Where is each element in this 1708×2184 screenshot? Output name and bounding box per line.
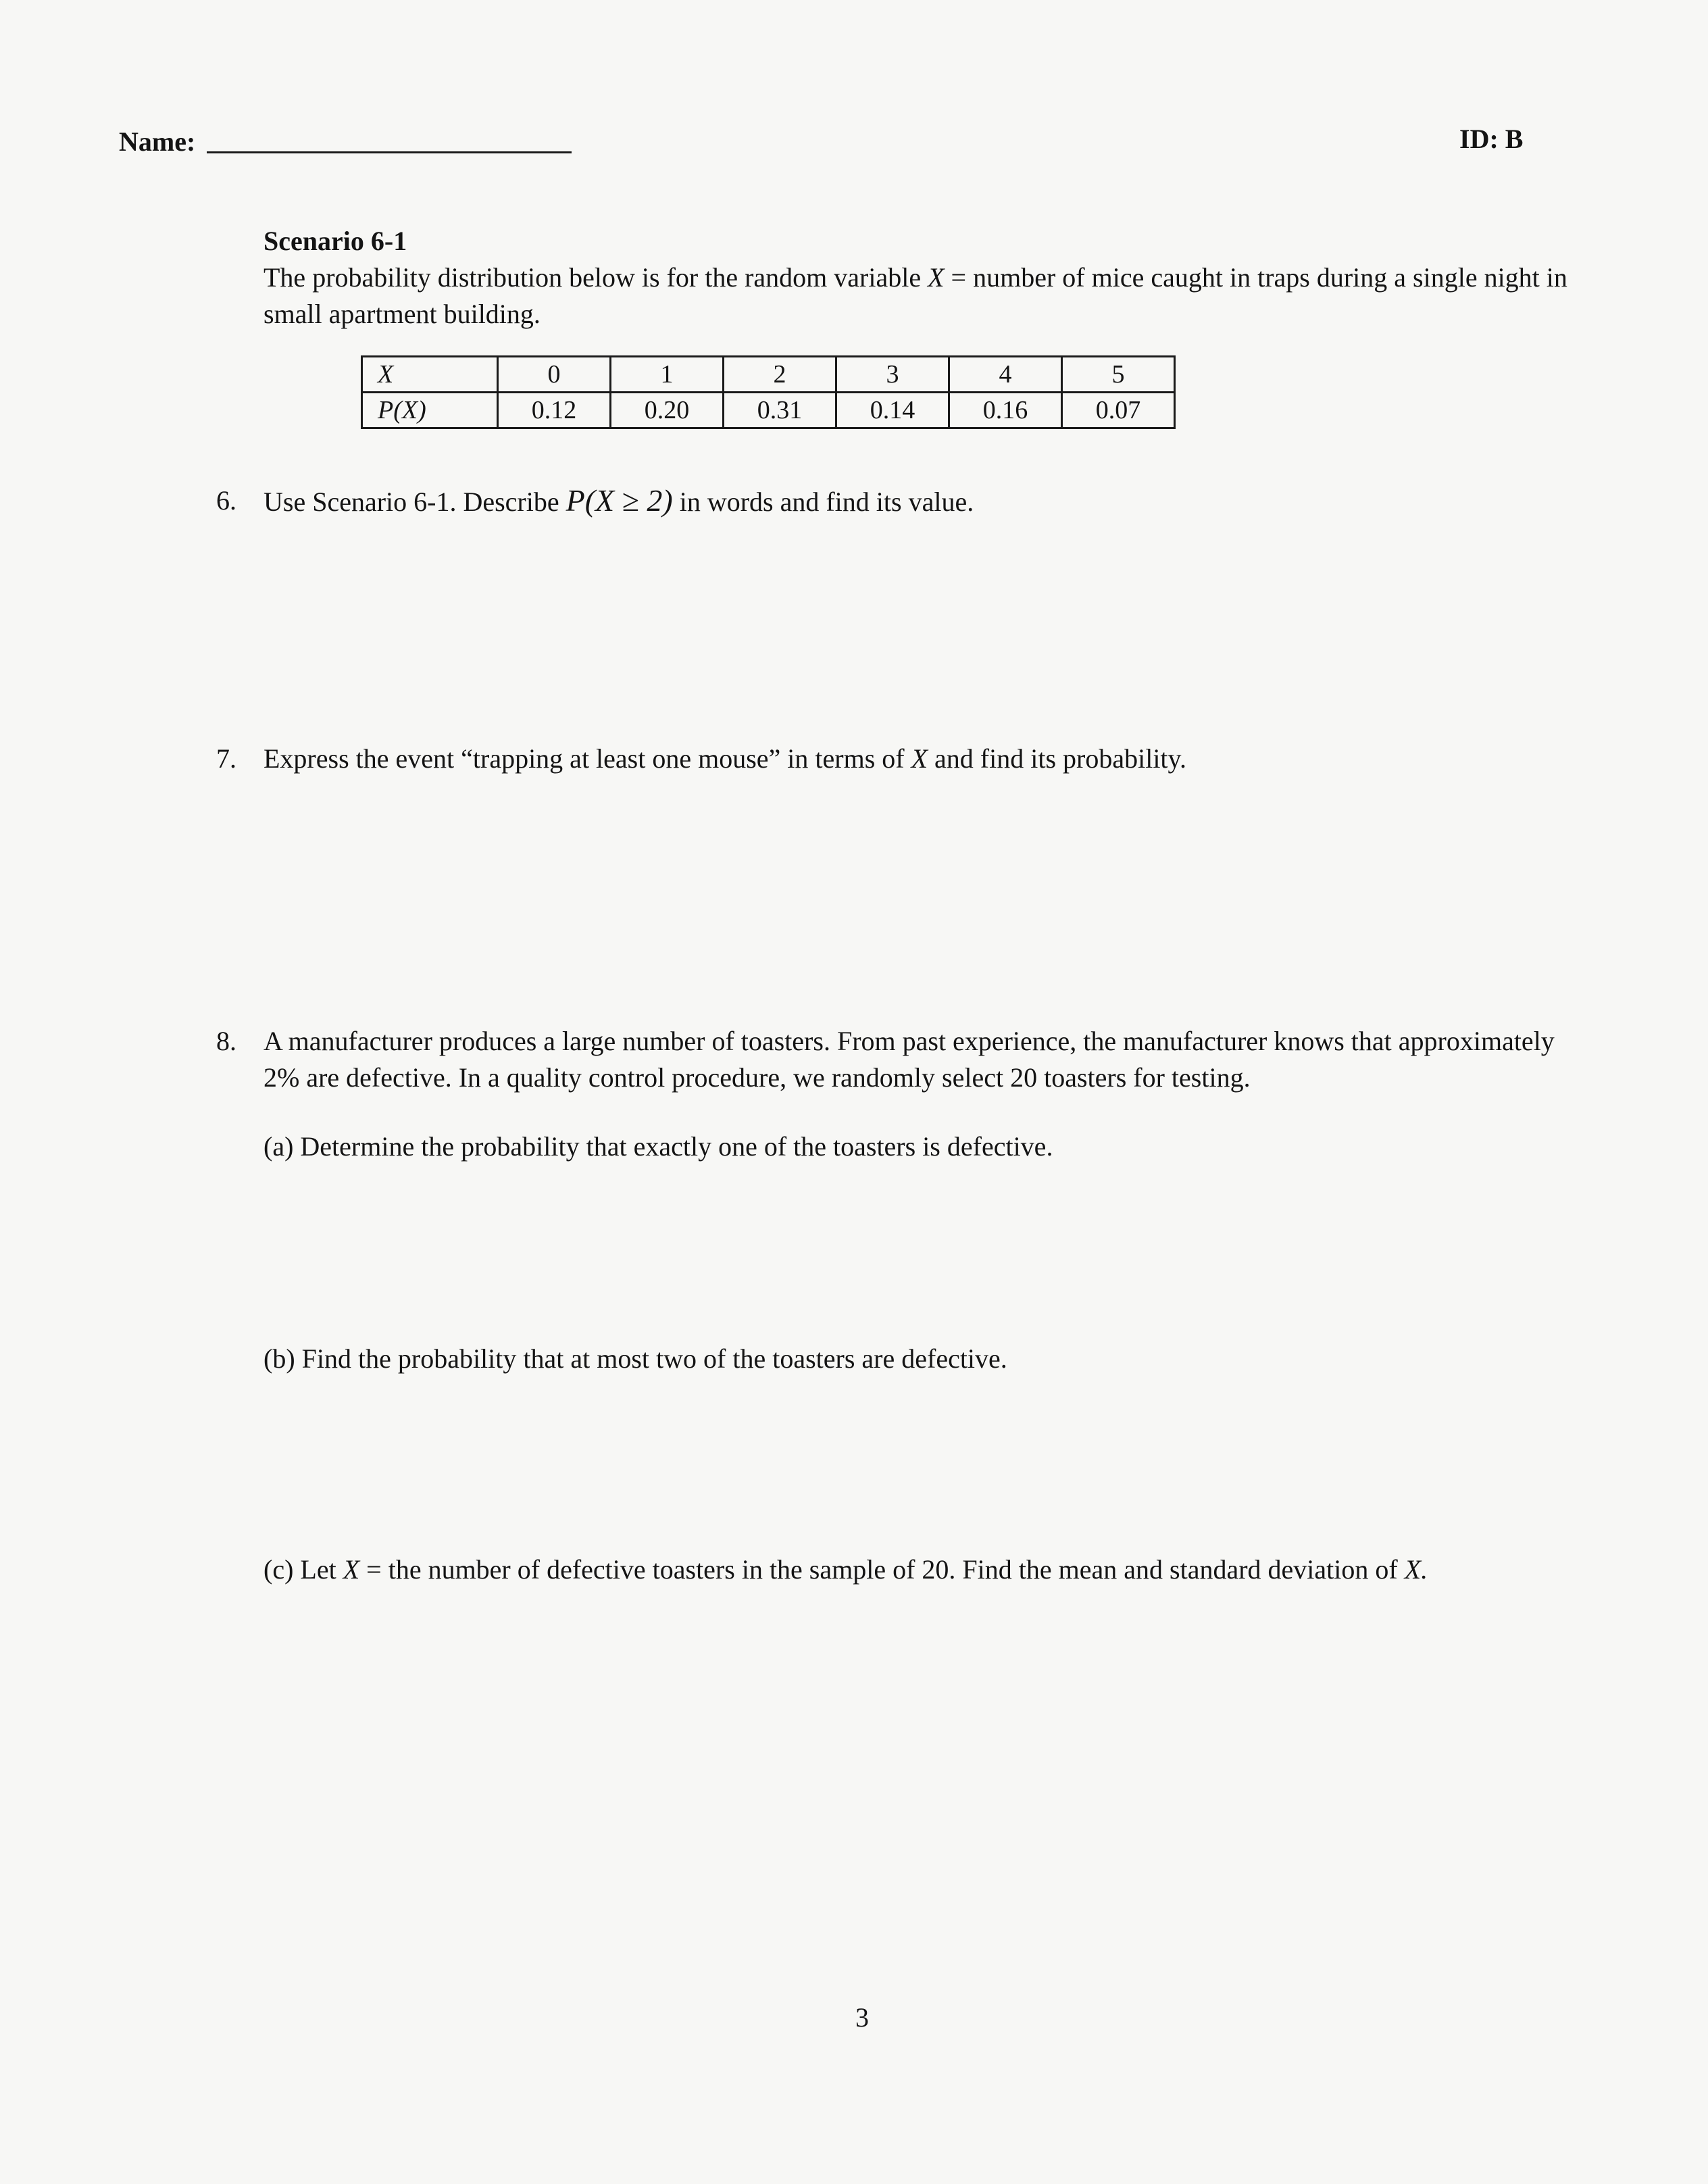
table-cell-p: 0.16	[949, 393, 1062, 428]
table-cell-x: 3	[836, 357, 949, 393]
q6-text-after: in words and find its value.	[679, 487, 974, 517]
scenario-block	[263, 223, 1581, 332]
id-label: ID: B	[1459, 124, 1524, 154]
question-8-number: 8.	[216, 1026, 236, 1056]
q7-variable: X	[911, 743, 928, 774]
scenario-text-part1: The probability distribution below is for the random variable	[263, 262, 922, 293]
table-cell-p: 0.12	[498, 393, 611, 428]
table-cell-x: 1	[611, 357, 724, 393]
scenario-description	[263, 259, 1581, 332]
table-cell-x: 0	[498, 357, 611, 393]
scenario-text-part2: = number of mice caught in traps during a single night in small apartment building.	[263, 262, 1567, 329]
table-row-label: P(X)	[362, 393, 498, 428]
question-8-text: A manufacturer produces a large number of toasters. From past experience, the manufacturer knows that approximately 2% are defective. In a quality control procedure, we randomly select 20 toasters for testing.	[263, 1026, 1555, 1093]
table-row-x	[362, 357, 1175, 393]
q7-text-before: Express the event “trapping at least one mouse” in terms of	[263, 743, 905, 774]
table-cell-x: 2	[724, 357, 836, 393]
q6-text-before: Use Scenario 6-1. Describe	[263, 487, 559, 517]
scenario-variable: X	[928, 262, 945, 293]
table-cell-p: 0.14	[836, 393, 949, 428]
question-6-text	[263, 482, 974, 520]
question-8-part-a: (a) Determine the probability that exactly one of the toasters is defective.	[263, 1131, 1053, 1162]
q6-expression: P(X ≥ 2)	[566, 483, 673, 518]
scenario-title: Scenario 6-1	[263, 226, 407, 256]
probability-distribution-table	[361, 355, 1176, 429]
question-6-number: 6.	[216, 485, 236, 516]
question-7-number: 7.	[216, 743, 236, 774]
table-cell-p: 0.20	[611, 393, 724, 428]
name-blank-line	[207, 151, 572, 153]
page-number: 3	[855, 2002, 869, 2033]
table-cell-x: 4	[949, 357, 1062, 393]
table-cell-x: 5	[1062, 357, 1175, 393]
q8c-variable: X	[343, 1554, 360, 1585]
q8c-end-variable: X.	[1404, 1554, 1428, 1585]
q7-text-after: and find its probability.	[934, 743, 1186, 774]
table-row-label: X	[362, 357, 498, 393]
question-7-text	[263, 741, 1186, 777]
table-cell-p: 0.31	[724, 393, 836, 428]
question-8-part-c	[263, 1552, 1428, 1588]
table-cell-p: 0.07	[1062, 393, 1175, 428]
table-row-px	[362, 393, 1175, 428]
q8c-text-before: (c) Let	[263, 1554, 336, 1585]
question-8-part-b: (b) Find the probability that at most two of the toasters are defective.	[263, 1343, 1007, 1374]
q8c-text-after: = the number of defective toasters in the sample of 20. Find the mean and standard deviation of	[366, 1554, 1398, 1585]
name-label: Name:	[119, 126, 196, 157]
